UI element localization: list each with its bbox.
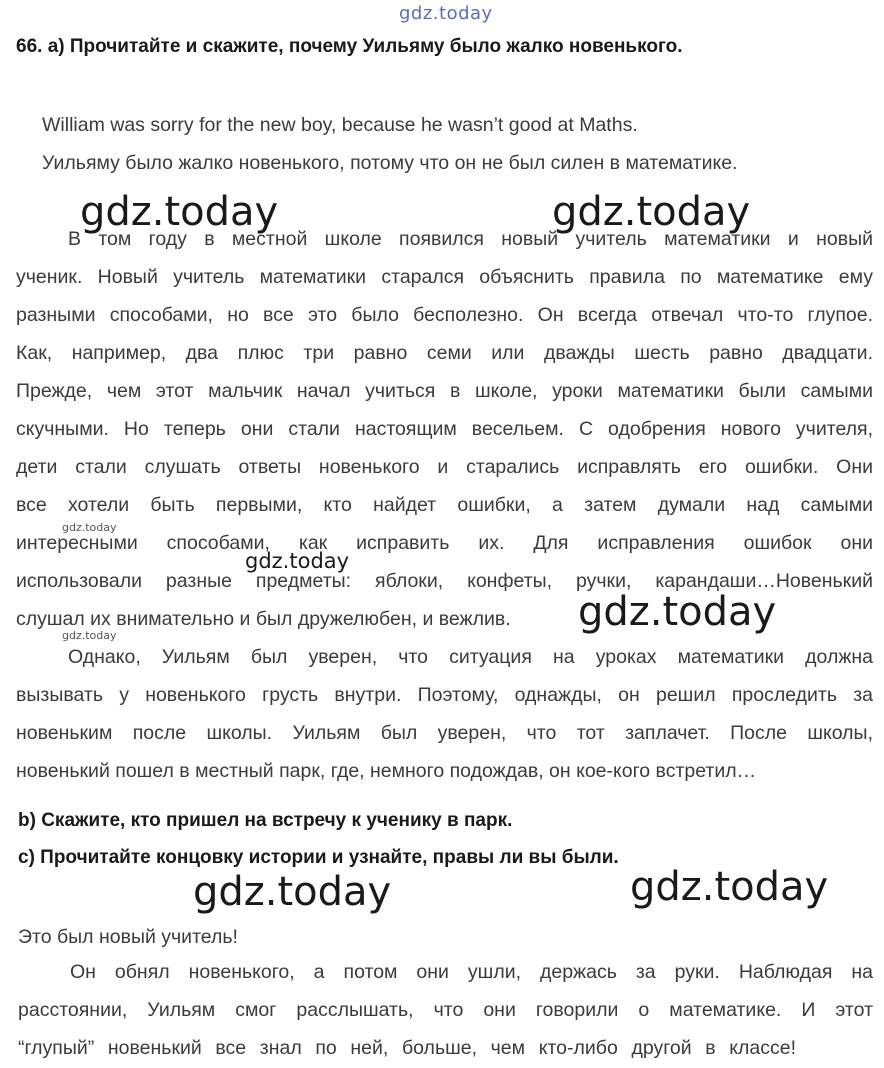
- answer-c: Это был новый учитель!: [18, 926, 238, 948]
- answer-english: William was sorry for the new boy, because he wasn’t good at Maths.: [42, 114, 638, 136]
- story-line: дети стали слушать ответы новенького и старались исправлять его ошибки. Они: [16, 456, 873, 478]
- story-line: Однако, Уильям был уверен, что ситуация на уроках математики должна: [68, 646, 873, 668]
- ending-line: “глупый” новенький все знал по ней, больше, чем кто-либо другой в классе!: [18, 1037, 796, 1059]
- answer-russian: Уильяму было жалко новенького, потому что он не был силен в математике.: [42, 152, 738, 174]
- task-heading-c: c) Прочитайте концовку истории и узнайте, правы ли вы были.: [18, 847, 619, 868]
- watermark-large: gdz.today: [193, 869, 392, 915]
- watermark-large: gdz.today: [552, 189, 751, 235]
- watermark-top: gdz.today: [399, 3, 493, 24]
- story-line: разными способами, но все это было бесполезно. Он всегда отвечал что-то глупое.: [16, 304, 873, 326]
- watermark-small: gdz.today: [62, 521, 117, 534]
- task-heading-a: 66. a) Прочитайте и скажите, почему Уильяму было жалко новенького.: [16, 36, 683, 57]
- story-line: новеньким после школы. Уильям был уверен, что тот заплачет. После школы,: [16, 722, 873, 744]
- story-line: ученик. Новый учитель математики старался объяснить правила по математике ему: [16, 266, 873, 288]
- story-line: новенький пошел в местный парк, где, немного подождав, он кое-кого встретил…: [16, 760, 757, 782]
- story-line: интересными способами, как исправить их. Для исправления ошибок они: [16, 532, 873, 554]
- story-line: В том году в местной школе появился новый учитель математики и новый: [68, 228, 873, 250]
- watermark-large: gdz.today: [80, 189, 279, 235]
- watermark-medium: gdz.today: [245, 549, 350, 573]
- task-heading-b: b) Скажите, кто пришел на встречу к ученику в парк.: [18, 810, 513, 831]
- story-line: Прежде, чем этот мальчик начал учиться в школе, уроки математики были самыми: [16, 380, 873, 402]
- story-line: использовали разные предметы: яблоки, конфеты, ручки, карандаши…Новенький: [16, 570, 873, 592]
- story-line: слушал их внимательно и был дружелюбен, и вежлив.: [16, 608, 511, 630]
- watermark-small: gdz.today: [62, 629, 117, 642]
- story-line: скучными. Но теперь они стали настоящим весельем. С одобрения нового учителя,: [16, 418, 873, 440]
- story-line: Как, например, два плюс три равно семи или дважды шесть равно двадцати.: [16, 342, 873, 364]
- watermark-large: gdz.today: [630, 864, 829, 910]
- story-line: вызывать у новенького грусть внутри. Поэтому, однажды, он решил проследить за: [16, 684, 873, 706]
- ending-line: расстоянии, Уильям смог расслышать, что они говорили о математике. И этот: [18, 999, 873, 1021]
- ending-line: Он обнял новенького, а потом они ушли, держась за руки. Наблюдая на: [70, 961, 873, 983]
- story-line: все хотели быть первыми, кто найдет ошибки, а затем думали над самыми: [16, 494, 873, 516]
- watermark-large: gdz.today: [578, 589, 777, 635]
